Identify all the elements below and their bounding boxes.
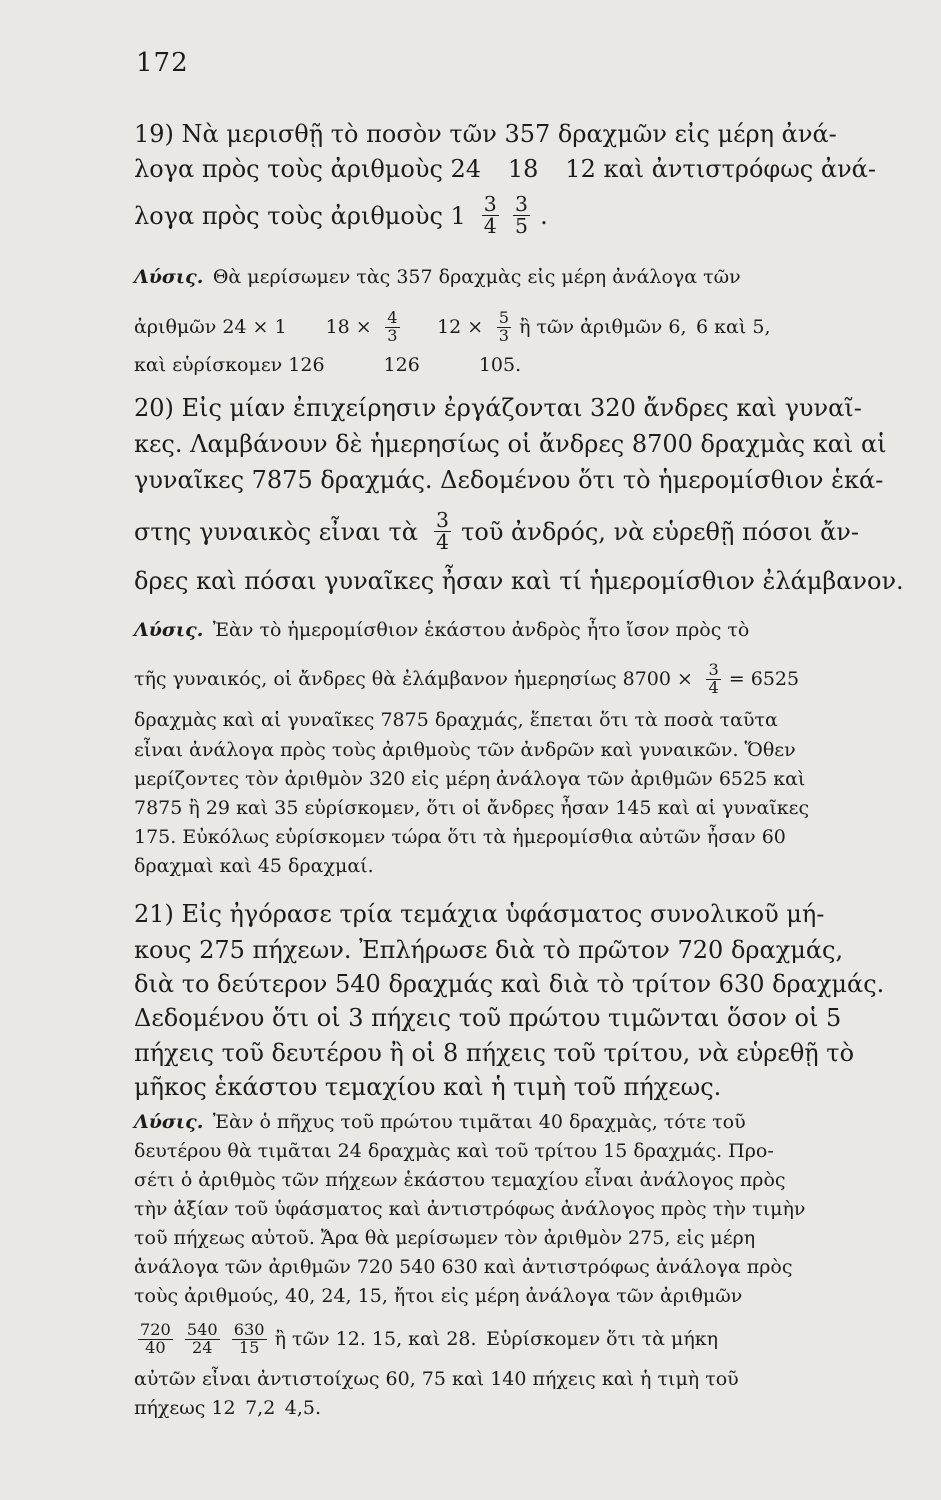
text: λογα πρὸς τοὺς ἀριθμοὺς 24 [134,155,482,183]
fraction [497,310,511,345]
numerator: 3 [483,192,497,216]
text: 175. Εὐκόλως εὑρίσκομεν τώρα ὅτι τὰ ἡμερομίσθια αὐτῶν ἦσαν 60 [134,826,786,848]
problem-20-line-5 [134,567,904,595]
solution-label: Λύσις. [134,619,204,641]
page-number: 172 [136,48,189,78]
denominator: 4 [708,677,719,697]
text: ἀριθμῶν 24 × 1 [134,315,287,338]
problem-21-line-4 [134,1006,888,1030]
fraction [185,1322,220,1357]
text: 18 [507,155,539,183]
problem-19-line-1 [134,122,888,146]
solution-20-line-3 [134,711,888,730]
solution-20-line-4 [134,741,888,760]
text: 20) Εἰς μίαν ἐπιχείρησιν ἐργάζονται 320 ἄνδρες καὶ γυναῖ- [134,394,862,422]
problem-19-line-3 [134,194,888,238]
fraction [138,1322,173,1357]
text: δευτέρου θὰ τιμᾶται 24 δραχμὰς καὶ τοῦ τρίτου 15 δραχμάς. Προ- [134,1140,774,1162]
solution-20-line-2 [134,662,888,697]
text: 12 καὶ ἀντιστρόφως ἀνά- [565,155,876,183]
solution-21-line-2 [134,1142,888,1161]
text: μερίζοντες τὸν ἀριθμὸν 320 εἰς μέρη ἀνάλογα τῶν ἀριθμῶν 6525 καὶ [134,768,806,790]
text: σέτι ὁ ἀριθμὸς τῶν πήχεων ἑκάστου τεμαχίου εἶναι ἀνάλογος πρὸς [134,1169,786,1191]
solution-label: Λύσις. [134,266,204,288]
solution-21-line-4 [134,1200,888,1219]
text: 12 × [437,315,484,338]
problem-21-line-6 [134,1075,888,1099]
text: ἀνάλογα τῶν ἀριθμῶν 720 540 630 καὶ ἀντιστρόφως ἀνάλογα πρὸς [134,1256,793,1278]
text: πήχεις τοῦ δευτέρου ἢ οἱ 8 πήχεις τοῦ τρίτου, νὰ εὑρεθῇ τὸ [134,1039,855,1067]
solution-19-line-1 [134,268,888,287]
text: διὰ το δεύτερον 540 δραχμάς καὶ διὰ τὸ τρίτον 630 δραχμάς. [134,970,885,998]
numerator: 3 [708,660,719,679]
denominator: 40 [145,1337,166,1357]
solution-21-line-7 [134,1287,888,1306]
solution-21-line-8 [134,1322,888,1357]
fraction [385,310,399,345]
problem-20-line-3 [134,468,888,492]
numerator: 3 [514,192,528,216]
text: τοῦ ἀνδρός, νὰ εὑρεθῇ πόσοι ἄν- [461,517,860,546]
text: 7875 ἢ 29 καὶ 35 εὑρίσκομεν, ὅτι οἱ ἄνδρες ἦσαν 145 καὶ αἱ γυναῖκες [134,797,810,819]
text: αὐτῶν εἶναι ἀντιστοίχως 60, 75 καὶ 140 πήχεις καὶ ἡ τιμὴ τοῦ [134,1368,739,1390]
text: Ἐὰν ὁ πῆχυς τοῦ πρώτου τιμᾶται 40 δραχμὰς, τότε τοῦ [212,1111,746,1133]
solution-20-line-7 [134,828,888,847]
text: 126 [383,354,420,376]
text: κους 275 πήχεων. Ἐπλήρωσε διὰ τὸ πρῶτον 720 δραχμάς, [134,936,844,964]
problem-21-line-1 [134,902,888,926]
fraction [482,194,499,238]
solution-20-line-5 [134,770,888,789]
text: μῆκος ἑκάστου τεμαχίου καὶ ἡ τιμὴ τοῦ πήχεως. [134,1073,722,1101]
text: κες. Λαμβάνουν δὲ ἡμερησίως οἱ ἄνδρες 8700 δραχμὰς καὶ αἱ [134,430,887,458]
numerator: 4 [387,308,398,327]
text: τοὺς ἀριθμούς, 40, 24, 15, ἤτοι εἰς μέρη ἀνάλογα τῶν ἀριθμῶν [134,1285,743,1307]
text: λογα πρὸς τοὺς ἀριθμοὺς 1 [134,201,466,230]
solution-21-line-5 [134,1229,888,1248]
numerator: 630 [233,1320,265,1339]
solution-21-line-10 [134,1399,888,1418]
numerator: 540 [186,1320,218,1339]
fraction [513,194,530,238]
denominator: 15 [238,1337,260,1357]
solution-21-line-6 [134,1258,888,1277]
denominator: 24 [192,1337,213,1357]
text: ἢ τῶν 12. 15, καὶ 28. [274,1327,477,1350]
text: 21) Εἰς ἠγόρασε τρία τεμάχια ὑφάσματος συνολικοῦ μή- [134,900,825,928]
text: ἢ τῶν ἀριθμῶν 6, [519,315,687,338]
text: τῆς γυναικός, οἱ ἄνδρες θὰ ἐλάμβανον ἡμερησίως 8700 × [134,667,693,690]
text: Εὑρίσκομεν ὅτι τὰ μήκη [486,1327,718,1350]
solution-21-line-9 [134,1370,888,1389]
denominator: 3 [387,325,398,345]
solution-label: Λύσις. [134,1111,204,1133]
text: 4,5. [284,1397,322,1419]
text: = 6525 [728,667,800,690]
denominator: 4 [483,214,497,239]
solution-20-line-6 [134,799,888,818]
fraction [434,510,451,554]
solution-20-line-1 [134,621,888,640]
fraction [232,1322,267,1357]
text: δραχμαὶ καὶ 45 δραχμαί. [134,855,374,877]
text: 7,2 [245,1397,276,1419]
text: Δεδομένου ὅτι οἱ 3 πήχεις τοῦ πρώτου τιμῶνται ὅσον οἱ 5 [134,1004,842,1032]
numerator: 5 [498,308,509,327]
problem-21-line-3 [134,972,888,996]
solution-21-line-3 [134,1171,888,1190]
text: εἶναι ἀνάλογα πρὸς τοὺς ἀριθμοὺς τῶν ἀνδρῶν καὶ γυναικῶν. Ὅθεν [134,739,796,761]
denominator: 4 [435,530,449,555]
problem-21-line-2 [134,938,888,962]
text: 105. [478,354,522,376]
text: γυναῖκες 7875 δραχμάς. Δεδομένου ὅτι τὸ ἡμερομίσθιον ἑκά- [134,466,884,494]
numerator: 720 [140,1320,171,1339]
text: στης γυναικὸς εἶναι τὰ [134,517,418,546]
solution-19-line-3 [134,356,888,375]
text: Θὰ μερίσωμεν τὰς 357 δραχμὰς εἰς μέρη ἀνάλογα τῶν [212,266,741,288]
text: 19) Νὰ μερισθῇ τὸ ποσὸν τῶν 357 δραχμῶν εἰς μέρη ἀνά- [134,120,837,148]
solution-21-line-1 [134,1113,888,1132]
text: 18 × [325,315,372,338]
problem-21-line-5 [134,1041,888,1065]
solution-20-line-8 [134,857,888,876]
text: 6 καὶ 5, [696,315,771,338]
problem-20-line-2 [134,432,888,456]
denominator: 3 [498,325,509,345]
text: τὴν ἀξίαν τοῦ ὑφάσματος καὶ ἀντιστρόφως ἀνάλογος πρὸς τὴν τιμὴν [134,1198,806,1220]
text: δρες καὶ πόσαι γυναῖκες ἦσαν καὶ τί ἡμερομίσθιον ἐλάμβανον. [134,567,904,595]
denominator: 5 [514,214,528,239]
solution-19-line-2 [134,310,888,345]
problem-20-line-4 [134,510,888,554]
problem-20-line-1 [134,396,888,420]
numerator: 3 [435,508,449,532]
text: καὶ εὑρίσκομεν 126 [134,354,325,376]
text: δραχμὰς καὶ αἱ γυναῖκες 7875 δραχμάς, ἕπεται ὅτι τὰ ποσὰ ταῦτα [134,709,778,731]
problem-19-line-2 [134,157,888,181]
fraction [706,662,720,697]
text: Ἐὰν τὸ ἡμερομίσθιον ἑκάστου ἀνδρὸς ἦτο ἴσον πρὸς τὸ [212,619,750,641]
text: τοῦ πήχεως αὐτοῦ. Ἄρα θὰ μερίσωμεν τὸν ἀριθμὸν 275, εἰς μέρη [134,1227,756,1249]
text: . [540,201,548,230]
text: πήχεως 12 [134,1397,236,1419]
